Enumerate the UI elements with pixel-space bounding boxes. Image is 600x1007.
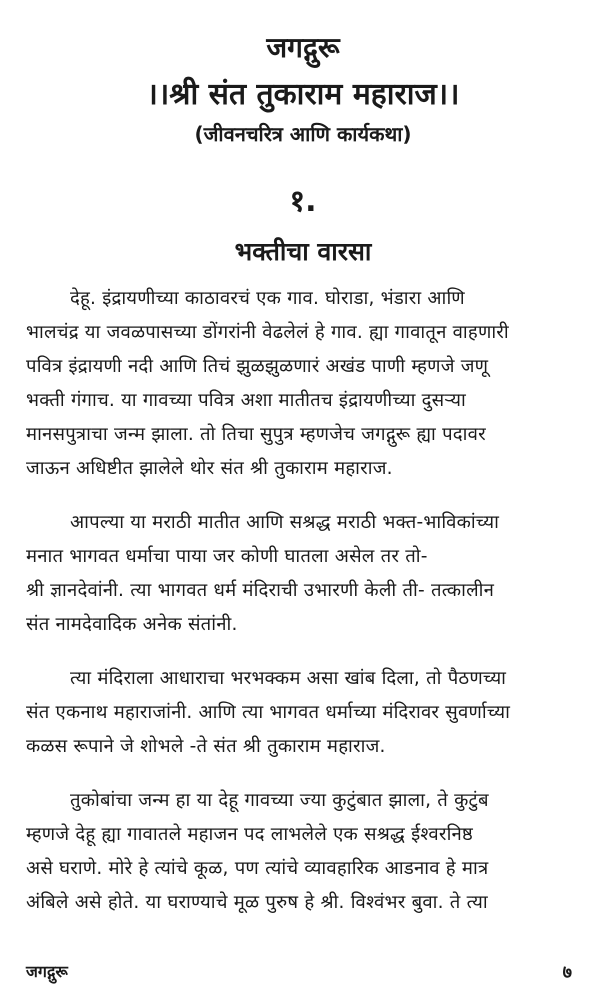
text-line: देहू. इंद्रायणीच्या काठावरचं एक गाव. घोराडा, भंडारा आणि [70, 288, 465, 309]
text-line: तुकोबांचा जन्म हा या देहू गावच्या ज्या कुटुंबात झाला, ते कुटुंब [70, 790, 489, 811]
text-line: मानसपुत्राचा जन्म झाला. तो तिचा सुपुत्र म्हणजेच जगद्गुरू ह्या पदावर [26, 424, 486, 445]
text-line: त्या मंदिराला आधाराचा भरभक्कम असा खांब दिला, तो पैठणच्या [70, 668, 507, 689]
paragraph-3 [26, 662, 580, 764]
page-number: ७ [562, 962, 572, 983]
running-title: जगद्गुरू [26, 962, 68, 981]
text-line: भक्ती गंगाच. या गावच्या पवित्र अशा मातीतच इंद्रायणीच्या दुसऱ्या [26, 390, 467, 411]
text-line: आपल्या या मराठी मातीत आणि सश्रद्ध मराठी भक्त-भाविकांच्या [70, 512, 500, 533]
text-line: असे घराणे. मोरे हे त्यांचे कूळ, पण त्यांचे व्यावहारिक आडनाव हे मात्र [26, 858, 489, 879]
text-line: मनात भागवत धर्माचा पाया जर कोणी घातला असेल तर तो- [26, 546, 428, 567]
chapter-number: १. [289, 184, 317, 219]
saint-title: ।।श्री संत तुकाराम महाराज।। [146, 77, 460, 112]
paragraph-2 [26, 506, 580, 642]
text-line: म्हणजे देहू ह्या गावातले महाजन पद लाभलेले एक सश्रद्ध ईश्वरनिष्ठ [26, 824, 474, 845]
text-line: भालचंद्र या जवळपासच्या डोंगरांनी वेढलेलं हे गाव. ह्या गावातून वाहणारी [26, 322, 509, 343]
text-line: संत एकनाथ महाराजांनी. आणि त्या भागवत धर्माच्या मंदिरावर सुवर्णाच्या [26, 702, 511, 723]
text-line: अंबिले असे होते. या घराण्याचे मूळ पुरुष हे श्री. विश्वंभर बुवा. ते त्या [26, 892, 488, 913]
text-line: पवित्र इंद्रायणी नदी आणि तिचं झुळझुळणारं अखंड पाणी म्हणजे जणू [26, 356, 489, 377]
page-footer [26, 960, 572, 986]
text-line: जाऊन अधिष्टीत झालेले थोर संत श्री तुकाराम महाराज. [26, 458, 393, 479]
book-title: जगद्गुरू [266, 31, 340, 64]
chapter-title: भक्तीचा वारसा [234, 237, 372, 266]
body-text [26, 282, 580, 920]
text-line: श्री ज्ञानदेवांनी. त्या भागवत धर्म मंदिराची उभारणी केली ती- तत्कालीन [26, 580, 495, 601]
text-line: कळस रूपाने जे शोभले -ते संत श्री तुकाराम महाराज. [26, 736, 386, 757]
subtitle: (जीवनचरित्र आणि कार्यकथा) [194, 122, 412, 146]
text-line: संत नामदेवादिक अनेक संतांनी. [26, 614, 238, 635]
paragraph-4 [26, 784, 580, 920]
paragraph-1 [26, 282, 580, 486]
